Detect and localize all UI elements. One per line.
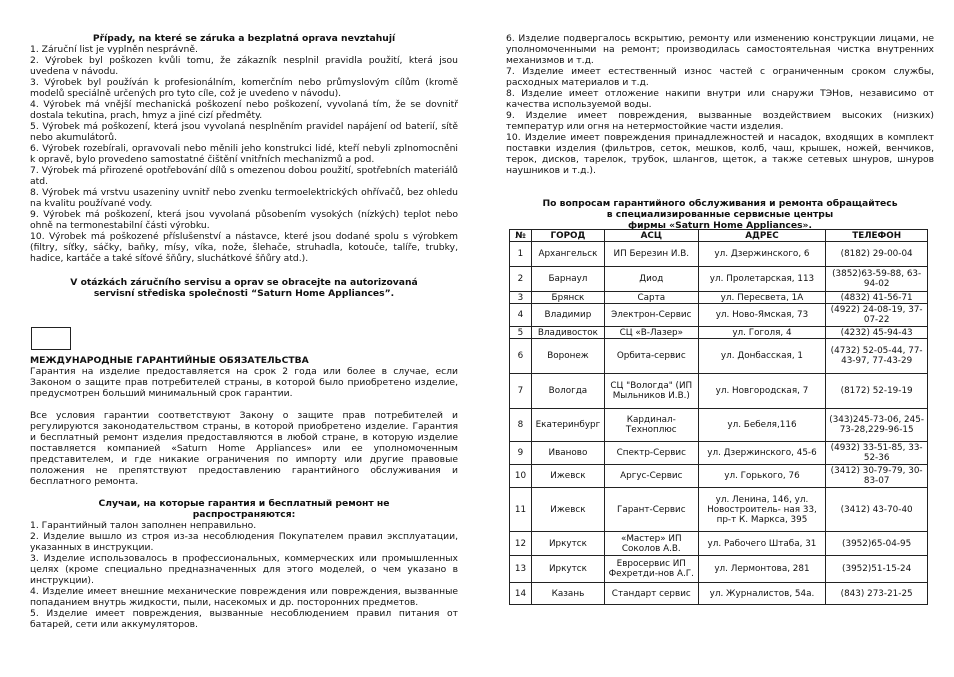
table-cell: 14 — [510, 583, 532, 605]
cz-list-item: 7. Výrobek má přirozené opotřebování dílů s omezenou dobou použití, spotřebních materiálů atd. — [30, 165, 458, 187]
table-row — [510, 583, 928, 605]
blank-box — [31, 327, 71, 350]
table-cell: Архангельск — [531, 242, 604, 267]
ru-guarantee-paragraph-1: Гарантия на изделие предоставляется на срок 2 года или более в случае, если Законом о защите прав потребителей страны, в которой было приобретено изделие, предусмотрен больший минимальный срок гарантии. — [30, 366, 458, 399]
ru-guarantee-heading: МЕЖДУНАРОДНЫЕ ГАРАНТИЙНЫЕ ОБЯЗАТЕЛЬСТВА — [30, 355, 309, 366]
table-cell: 9 — [510, 442, 532, 465]
table-row — [510, 532, 928, 556]
table-row — [510, 374, 928, 409]
table-cell: Брянск — [531, 292, 604, 304]
table-cell: ул. Ново-Ямская, 73 — [698, 304, 826, 327]
table-cell: 6 — [510, 339, 532, 374]
ru-list-item: 2. Изделие вышло из строя из-за несоблюдения Покупателем правил эксплуатации, указанных в инструкции. — [30, 531, 458, 553]
table-cell: ул. Дзержинского, 6 — [698, 242, 826, 267]
table-cell: Воронеж — [531, 339, 604, 374]
table-cell: ул. Гоголя, 4 — [698, 327, 826, 339]
table-cell: Вологда — [531, 374, 604, 409]
table-cell: (4922) 24-08-19, 37-07-22 — [826, 304, 928, 327]
cz-list-item: 5. Výrobek má poškození, která jsou vyvolaná nesplněním pravidel napájení od baterií, sítě nebo akumulátorů. — [30, 121, 458, 143]
table-cell: СЦ "Вологда" (ИП Мыльников И.В.) — [604, 374, 698, 409]
ru-list-item: 9. Изделие имеет повреждения, вызванные воздействием высоких (низких) температур или огня на нетермостойкие части изделия. — [506, 110, 934, 132]
table-cell: ИП Березин И.В. — [604, 242, 698, 267]
ru-exclusion-list-right — [506, 33, 934, 176]
cz-list-item: 8. Výrobek má vrstvu usazeniny uvnitř nebo zvenku termoelektrických ohřívačů, bez ohledu na kvalitu používané vody. — [30, 187, 458, 209]
table-cell: Казань — [531, 583, 604, 605]
ru-list-item: 3. Изделие использовалось в профессиональных, коммерческих или промышленных целях (кроме специально предназначенных для этого моделей, о чем указано в инструкции). — [30, 553, 458, 586]
table-cell: Гарант-Сервис — [604, 488, 698, 532]
column-header: ГОРОД — [531, 230, 604, 242]
table-cell: ул. Донбасская, 1 — [698, 339, 826, 374]
table-cell: Евросервис ИП Фехретди-нов А.Г. — [604, 556, 698, 583]
table-cell: Барнаул — [531, 267, 604, 292]
table-cell: ул. Бебеля,116 — [698, 409, 826, 442]
table-cell: (8172) 52-19-19 — [826, 374, 928, 409]
service-centers-table — [509, 229, 928, 605]
table-row — [510, 267, 928, 292]
table-cell: (343)245-73-06, 245-73-28,229-96-15 — [826, 409, 928, 442]
ru-cases-heading: Случаи, на которые гарантия и бесплатный ремонт не распространяются: — [98, 498, 390, 520]
table-cell: (8182) 29-00-04 — [826, 242, 928, 267]
table-cell: ул. Лермонтова, 281 — [698, 556, 826, 583]
table-cell: 2 — [510, 267, 532, 292]
table-cell: (3952)65-04-95 — [826, 532, 928, 556]
table-row — [510, 556, 928, 583]
table-cell: 13 — [510, 556, 532, 583]
left-column — [30, 0, 458, 299]
ru-list-item: 8. Изделие имеет отложение накипи внутри или снаружи ТЭНов, независимо от качества используемой воды. — [506, 88, 934, 110]
cz-contact-note: V otázkách záručního servisu a oprav se obracejte na autorizovaná servisní střediska společnosti “Saturn Home Appliances”. — [70, 277, 418, 299]
table-cell: Спектр-Сервис — [604, 442, 698, 465]
column-header: АСЦ — [604, 230, 698, 242]
table-cell: Сарта — [604, 292, 698, 304]
cz-list-item: 3. Výrobek byl používán k profesionálním, komerčním nebo průmyslovým cílům (kromě modelů speciálně určených pro tyto cíle, což je uvedeno v návodu). — [30, 77, 458, 99]
table-cell: (4232) 45-94-43 — [826, 327, 928, 339]
table-cell: Владимир — [531, 304, 604, 327]
table-row — [510, 465, 928, 488]
table-header-row — [510, 230, 928, 242]
table-cell: Кардинал-Техноплюс — [604, 409, 698, 442]
table-cell: ул. Пересвета, 1А — [698, 292, 826, 304]
column-header: № — [510, 230, 532, 242]
table-row — [510, 488, 928, 532]
table-cell: ул. Новгородская, 7 — [698, 374, 826, 409]
table-cell: Екатеринбург — [531, 409, 604, 442]
table-cell: (4832) 41-56-71 — [826, 292, 928, 304]
table-cell: 10 — [510, 465, 532, 488]
ru-list-item: 5. Изделие имеет повреждения, вызванные несоблюдением правил питания от батарей, сети или аккумуляторов. — [30, 608, 458, 630]
ru-guarantee-paragraph-2: Все условия гарантии соответствуют Закону о защите прав потребителей и регулируются законодательством страны, в которой приобретено изделие. Гарантия и бесплатный ремонт изделия предоставляются в любой стране, в которую изделие поставляется компанией «Saturn Home Appliances» или ее уполномоченным представителем, и где никакие ограничения по импорту или другие правовые положения не препятствуют предоставлению гарантийного обслуживания и бесплатного ремонта. — [30, 410, 458, 487]
column-header: ТЕЛЕФОН — [826, 230, 928, 242]
ru-list-item: 6. Изделие подвергалось вскрытию, ремонту или изменению конструкции лицами, не уполномоченными на ремонт; производилась самостоятельная чистка внутренних механизмов и т.д. — [506, 33, 934, 66]
table-body — [510, 242, 928, 605]
table-cell: Диод — [604, 267, 698, 292]
table-cell: ул. Пролетарская, 113 — [698, 267, 826, 292]
table-heading-line-2: в специализированные сервисные центры — [606, 209, 834, 220]
table-cell: Ижевск — [531, 488, 604, 532]
table-cell: Ижевск — [531, 465, 604, 488]
cz-heading: Případy, na které se záruka a bezplatná oprava nevztahují — [92, 33, 396, 44]
table-cell: Аргус-Сервис — [604, 465, 698, 488]
ru-exclusion-list-left — [30, 520, 458, 630]
right-column — [506, 33, 934, 231]
ru-list-item: 10. Изделие имеет повреждения принадлежностей и насадок, входящих в комплект поставки изделия (фильтров, сеток, мешков, колб, чаш, крышек, ножей, венчиков, терок, дисков, тарелок, трубок, шлангов, щеток, а также сетевых шнуров, шнуров наушников и т.д.). — [506, 132, 934, 176]
table-row — [510, 339, 928, 374]
table-cell: ул. Рабочего Штаба, 31 — [698, 532, 826, 556]
table-cell: Иркутск — [531, 556, 604, 583]
column-header: АДРЕС — [698, 230, 826, 242]
cz-list-item: 1. Záruční list je vyplněn nesprávně. — [30, 44, 198, 55]
table-cell: Иркутск — [531, 532, 604, 556]
cz-list-item: 9. Výrobek má poškození, která jsou vyvolaná působením vysokých (nízkých) teplot nebo ohně na termonestabilní části výrobku. — [30, 209, 458, 231]
table-cell: ул. Журналистов, 54а. — [698, 583, 826, 605]
table-cell: Владивосток — [531, 327, 604, 339]
cz-list-item: 2. Výrobek byl poškozen kvůli tomu, že zákazník nesplnil pravidla použití, která jsou uvedena v návodu. — [30, 55, 458, 77]
table-cell: (4932) 33-51-85, 33-52-36 — [826, 442, 928, 465]
table-cell: 7 — [510, 374, 532, 409]
table-row — [510, 327, 928, 339]
table-cell: (3952)51-15-24 — [826, 556, 928, 583]
table-heading-line-3: фирмы «Saturn Home Appliances». — [628, 220, 812, 231]
table-row — [510, 409, 928, 442]
left-column-ru — [30, 355, 458, 630]
cz-list-item: 4. Výrobek má vnější mechanická poškození nebo poškození, vyvolaná tím, že se dovnitř dostala tekutina, prach, hmyz a jiné cizí předměty. — [30, 99, 458, 121]
table-cell: 1 — [510, 242, 532, 267]
table-cell: (4732) 52-05-44, 77-43-97, 77-43-29 — [826, 339, 928, 374]
table-cell: ул. Горького, 76 — [698, 465, 826, 488]
table-cell: (3852)63-59-88, 63-94-02 — [826, 267, 928, 292]
cz-list-item: 6. Výrobek rozebírali, opravovali nebo měnili jeho konstrukci lidé, kteří nebyli zplnomocněni k opravě, bylo provedeno samostatné čištění vnitřních mechanizmů a pod. — [30, 143, 458, 165]
table-cell: СЦ «В-Лазер» — [604, 327, 698, 339]
cz-exclusion-list — [30, 44, 458, 264]
table-cell: Орбита-сервис — [604, 339, 698, 374]
table-cell: Электрон-Сервис — [604, 304, 698, 327]
table-cell: (3412) 30-79-79, 30-83-07 — [826, 465, 928, 488]
table-heading-line-1: По вопросам гарантийного обслуживания и ремонта обращайтесь — [542, 198, 898, 209]
table-cell: Иваново — [531, 442, 604, 465]
table-cell: 12 — [510, 532, 532, 556]
table-cell: (843) 273-21-25 — [826, 583, 928, 605]
ru-list-item: 7. Изделие имеет естественный износ частей с ограниченным сроком службы, расходных материалов и т.д. — [506, 66, 934, 88]
table-cell: 4 — [510, 304, 532, 327]
table-cell: ул. Ленина, 146, ул. Новостроитель- ная 33, пр-т К. Маркса, 395 — [698, 488, 826, 532]
cz-list-item: 10. Výrobek má poškozené příslušenství a nástavce, které jsou dodané spolu s výrobkem (filtry, síťky, sáčky, baňky, mísy, víka, nože, šlehače, struhadla, kotouče, talíře, trubky, hadice, kartáče a také síťové šňůry, sluchátkové šňůry atd.). — [30, 231, 458, 264]
table-cell: (3412) 43-70-40 — [826, 488, 928, 532]
table-row — [510, 442, 928, 465]
table-cell: Стандарт сервис — [604, 583, 698, 605]
table-cell: 3 — [510, 292, 532, 304]
table-cell: «Мастер» ИП Соколов А.В. — [604, 532, 698, 556]
table-cell: ул. Дзержинского, 45-6 — [698, 442, 826, 465]
ru-list-item: 1. Гарантийный талон заполнен неправильно. — [30, 520, 257, 531]
ru-list-item: 4. Изделие имеет внешние механические повреждения или повреждения, вызванные попаданием внутрь жидкости, пыли, насекомых и др. посторонних предметов. — [30, 586, 458, 608]
table-row — [510, 292, 928, 304]
table-heading — [506, 198, 934, 231]
table-cell: 8 — [510, 409, 532, 442]
table-cell: 11 — [510, 488, 532, 532]
table-cell: 5 — [510, 327, 532, 339]
table-row — [510, 304, 928, 327]
table-row — [510, 242, 928, 267]
